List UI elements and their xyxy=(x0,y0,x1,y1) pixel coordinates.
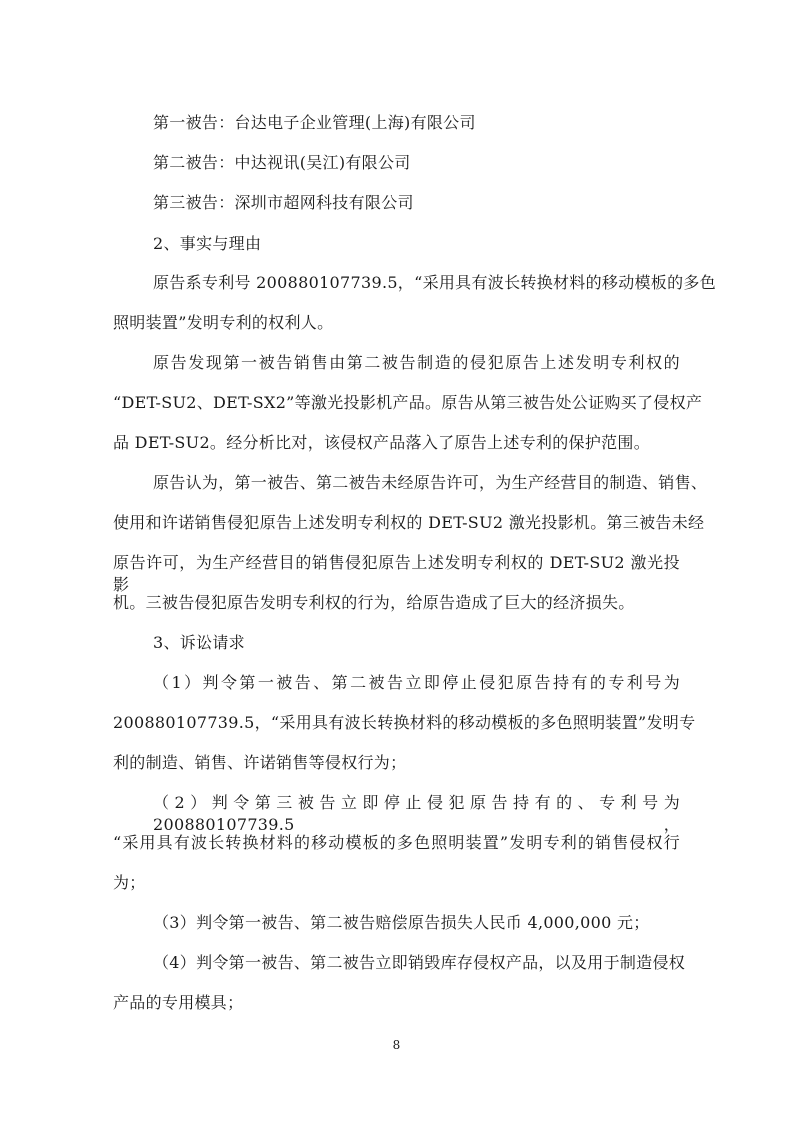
claim2-line2: “采用具有波长转换材料的移动模板的多色照明装置”发明专利的销售侵权行 xyxy=(113,833,680,852)
facts-para1-line1: 原告系专利号 200880107739.5，“采用具有波长转换材料的移动模板的多色 xyxy=(153,273,716,292)
facts-para2-line1: 原告发现第一被告销售由第二被告制造的侵犯原告上述发明专利权的 xyxy=(153,353,680,372)
page-number: 8 xyxy=(392,1038,401,1052)
facts-para2-line3: 品 DET-SU2。经分析比对，该侵权产品落入了原告上述专利的保护范围。 xyxy=(113,433,651,452)
facts-para3-line1: 原告认为，第一被告、第二被告未经原告许可，为生产经营目的制造、销售、 xyxy=(153,473,708,492)
claim4-line1: （4）判令第一被告、第二被告立即销毁库存侵权产品，以及用于制造侵权 xyxy=(153,953,686,972)
claim1-line3: 利的制造、销售、许诺销售等侵权行为； xyxy=(113,753,407,772)
section-heading-facts: 2、事实与理由 xyxy=(153,234,262,253)
defendant-3: 第三被告：深圳市超网科技有限公司 xyxy=(153,193,414,212)
facts-para3-line3: 原告许可，为生产经营目的销售侵犯原告上述发明专利权的 DET-SU2 激光投影 xyxy=(113,553,680,594)
facts-para3-line2: 使用和许诺销售侵犯原告上述发明专利权的 DET-SU2 激光投影机。第三被告未经 xyxy=(113,513,705,532)
claim1-line2: 200880107739.5，“采用具有波长转换材料的移动模板的多色照明装置”发明专 xyxy=(113,713,696,732)
section-heading-claims: 3、诉讼请求 xyxy=(153,633,245,652)
claim3-line1: （3）判令第一被告、第二被告赔偿原告损失人民币 4,000,000 元； xyxy=(153,913,650,932)
facts-para1-line2: 照明装置”发明专利的权利人。 xyxy=(113,313,334,332)
defendant-1: 第一被告：台达电子企业管理(上海)有限公司 xyxy=(153,113,476,132)
facts-para2-line2: “DET-SU2、DET-SX2”等激光投影机产品。原告从第三被告处公证购买了侵权产 xyxy=(113,393,703,412)
facts-para3-line4: 机。三被告侵犯原告发明专利权的行为，给原告造成了巨大的经济损失。 xyxy=(113,593,635,612)
claim2-line1: （2）判令第三被告立即停止侵犯原告持有的、专利号为 200880107739.5， xyxy=(153,793,680,834)
claim1-line1: （1）判令第一被告、第二被告立即停止侵犯原告持有的专利号为 xyxy=(153,673,680,692)
defendant-2: 第二被告：中达视讯(吴江)有限公司 xyxy=(153,153,411,172)
claim2-line3: 为； xyxy=(113,873,146,892)
claim4-line2: 产品的专用模具； xyxy=(113,993,244,1012)
